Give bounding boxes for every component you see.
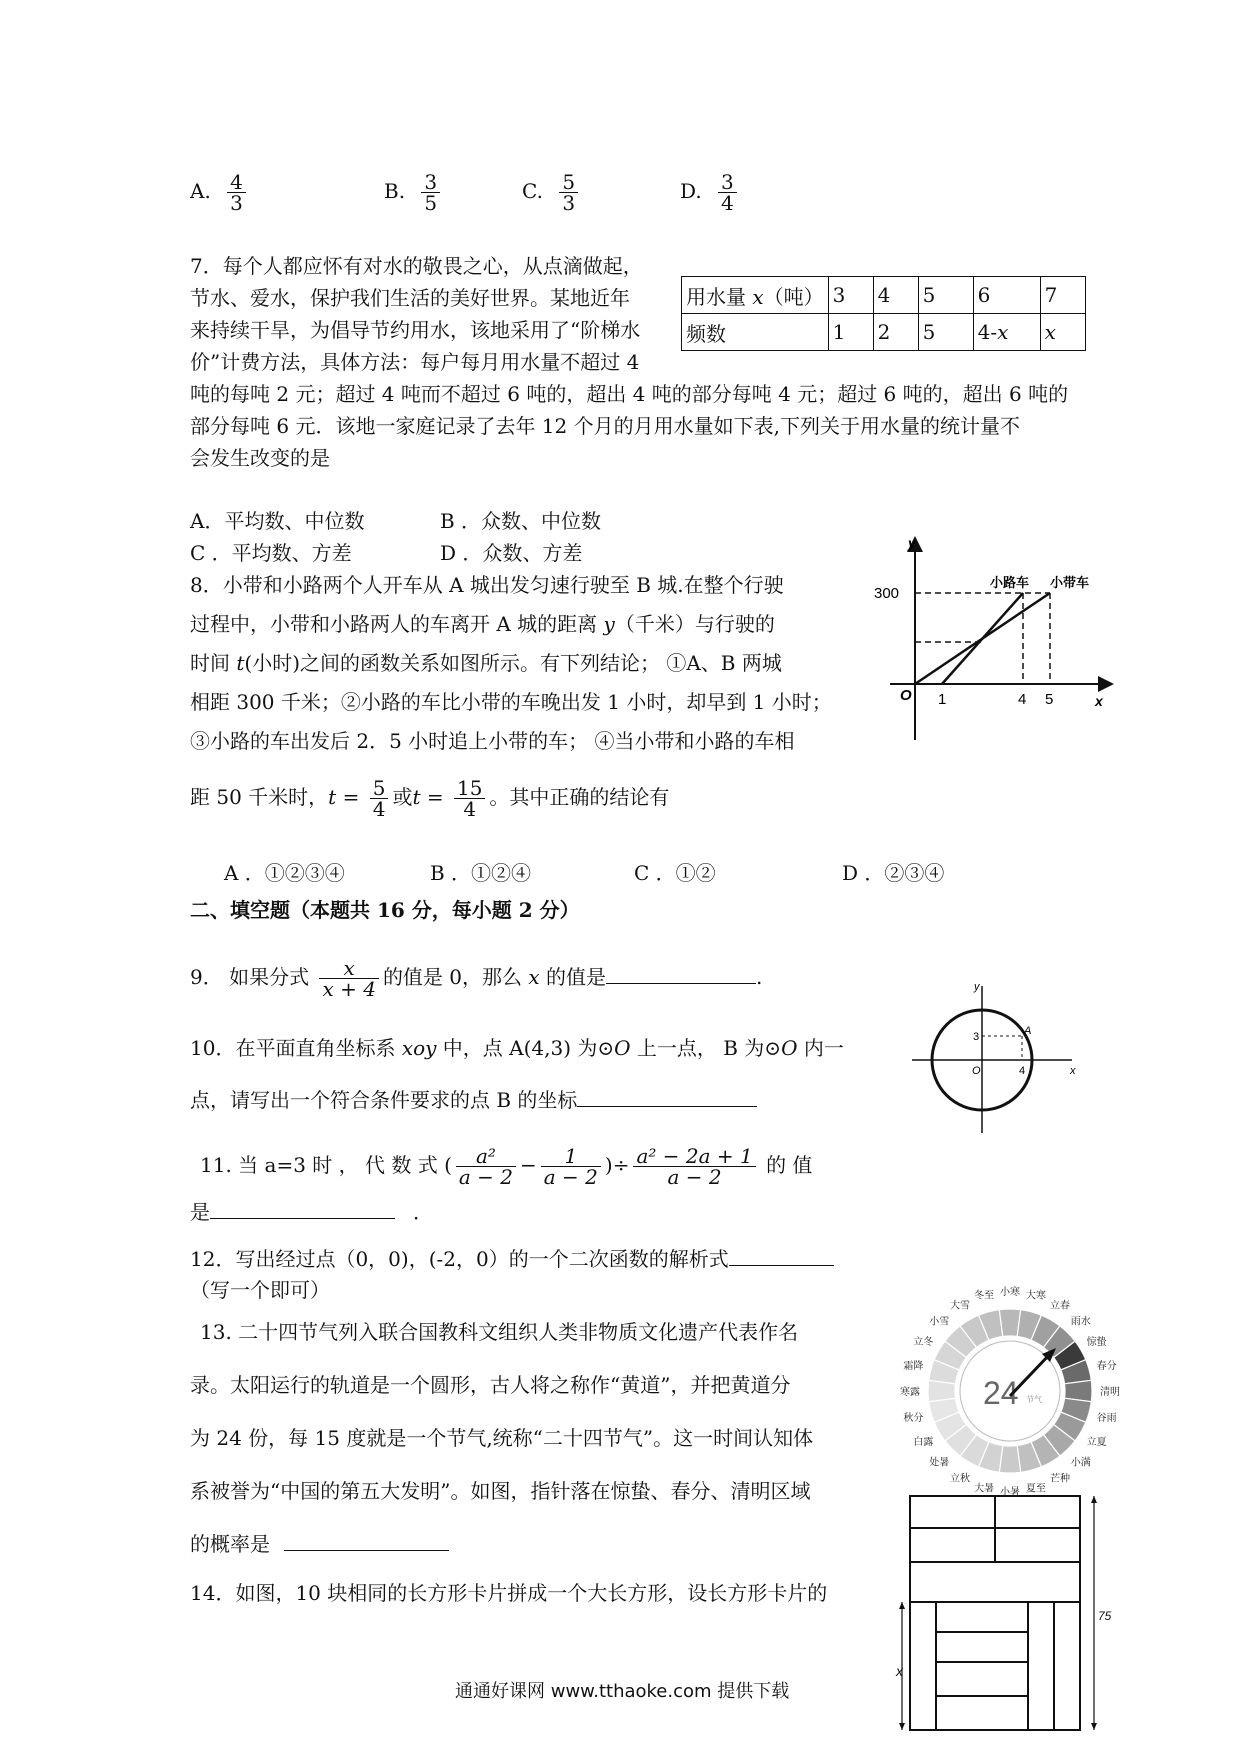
wheel-term-label: 大雪	[950, 1300, 970, 1312]
wheel-term-label: 大暑	[974, 1483, 995, 1495]
wheel-term-label: 芒种	[1050, 1473, 1070, 1485]
tick-label-1: 1	[938, 691, 947, 708]
q7-line: 价”计费方法，具体方法：每户每月用水量不超过 4	[190, 350, 640, 374]
wheel-term-label: 小寒	[1000, 1287, 1020, 1298]
table-cell: 2	[873, 314, 918, 351]
wheel-term-label: 冬至	[974, 1290, 995, 1302]
wheel-term-label: 夏至	[1025, 1483, 1046, 1495]
water-usage-table	[681, 276, 1086, 351]
q8-option-b: B ．①②④	[430, 861, 532, 885]
wheel-term-label: 立春	[1050, 1300, 1070, 1312]
q8-line: 距 50 千米时，t = $\frac{5}{4}$ 或t = $\frac{15}{4}$ 。其中正确的结论有	[190, 776, 670, 821]
q13-line: 为 24 份，每 15 度就是一个节气,统称“二十四节气”。这一时间认知体	[190, 1426, 814, 1450]
q8-line: ③小路的车出发后 2．5 小时追上小带的车； ④当小带和小路的车相	[190, 729, 795, 753]
q13-answer-blank[interactable]	[284, 1530, 449, 1551]
table-cell: 6	[973, 277, 1040, 314]
q7-option-b: B ．众数、中位数	[440, 509, 602, 533]
q10-answer-blank[interactable]	[577, 1086, 757, 1107]
q11-answer-blank[interactable]	[210, 1198, 395, 1219]
wheel-term-label: 小雪	[929, 1316, 950, 1328]
q8-line: 8．小带和小路两个人开车从 A 城出发匀速行驶至 B 城.在整个行驶	[190, 573, 784, 597]
q10-line: 点，请写出一个符合条件要求的点 B 的坐标	[190, 1086, 757, 1110]
wheel-term-label: 小暑	[1000, 1487, 1020, 1498]
wheel-term-label: 立秋	[950, 1473, 970, 1485]
q10-circle-graph	[912, 978, 1082, 1138]
xiaodai-label: 小带车	[1050, 575, 1090, 590]
section-title: 二、填空题（本题共 16 分，每小题 2 分）	[190, 898, 580, 922]
table-row	[682, 277, 1086, 314]
wheel-term-label: 白露	[913, 1437, 934, 1448]
table-cell: 4-x	[973, 314, 1040, 351]
dim-label-x: x	[896, 1663, 903, 1679]
wheel-term-label: 春分	[1096, 1361, 1117, 1373]
point-a-label: A	[1024, 1025, 1032, 1037]
wheel-term-label: 清明	[1100, 1387, 1120, 1398]
q7-option-c: C ．平均数、方差	[190, 541, 352, 565]
q7-line: 7．每个人都应怀有对水的敬畏之心，从点滴做起，	[190, 254, 643, 278]
q12-line: （写一个即可）	[190, 1278, 330, 1302]
table-cell: 7	[1040, 277, 1085, 314]
q7-option-a: A．平均数、中位数	[190, 509, 365, 533]
page-footer: 通通好课网 www.tthaoke.com 提供下载	[455, 1681, 790, 1702]
table-header-cell: 用水量 x（吨）	[682, 277, 829, 314]
xiaolu-line	[942, 593, 1023, 684]
q9-answer-blank[interactable]	[606, 963, 756, 984]
wheel-term-label: 谷雨	[1096, 1412, 1117, 1424]
q14-line: 14．如图，10 块相同的长方形卡片拼成一个大长方形，设长方形卡片的	[190, 1581, 828, 1605]
table-cell: 1	[828, 314, 873, 351]
wheel-term-label: 立夏	[1086, 1437, 1107, 1448]
q7-option-d: D ．众数、方差	[440, 541, 583, 565]
y-axis-label: y	[974, 981, 980, 993]
x-axis-label: x	[1070, 1065, 1076, 1077]
q8-option-c: C ．①②	[634, 861, 716, 885]
q13-line: 系被誉为“中国的第五大发明”。如图，指针落在惊蛰、春分、清明区域	[190, 1479, 811, 1503]
table-cell: x	[1040, 314, 1085, 351]
q8-line: 时间 t(小时)之间的函数关系如图所示。有下列结论； ①A、B 两城	[190, 651, 782, 675]
wheel-center-number: 24	[983, 1375, 1019, 1411]
xiaolu-label: 小路车	[990, 575, 1030, 590]
tick-label-300: 300	[874, 585, 900, 602]
q6-option-a: A. $\frac{4}{3}$	[190, 172, 250, 213]
wheel-term-label: 处暑	[929, 1457, 950, 1469]
dim-label-75: 75	[1098, 1609, 1112, 1623]
q6-option-b: B. $\frac{3}{5}$	[384, 172, 444, 213]
table-cell: 5	[918, 314, 973, 351]
tick-label-5: 5	[1045, 691, 1054, 708]
question-9: 9． 如果分式 $\frac{x}{x + 4}$ 的值是 0，那么 x 的值是 .	[190, 956, 763, 1001]
q8-option-a: A ．①②③④	[224, 861, 345, 885]
tick-label-3: 3	[973, 1031, 980, 1043]
q13-line: 录。太阳运行的轨道是一个圆形，古人将之称作“黄道”，并把黄道分	[190, 1373, 791, 1397]
table-cell: 3	[828, 277, 873, 314]
wheel-term-label: 小满	[1070, 1457, 1091, 1469]
table-header-cell: 频数	[682, 314, 829, 351]
wheel-term-label: 立冬	[913, 1337, 934, 1348]
table-cell: 4	[873, 277, 918, 314]
y-axis-label: y	[908, 535, 916, 551]
q12-line: 12．写出经过点（0，0)，(-2，0）的一个二次函数的解析式	[190, 1245, 834, 1269]
q7-line: 吨的每吨 2 元；超过 4 吨而不超过 6 吨的，超出 4 吨的部分每吨 4 元；超过 6 吨的，超出 6 吨的	[190, 382, 1069, 406]
q8-line: 过程中，小带和小路两人的车离开 A 城的距离 y（千米）与行驶的	[190, 612, 775, 636]
q7-line: 部分每吨 6 元．该地一家庭记录了去年 12 个月的月用水量如下表,下列关于用水量的统计量不	[190, 414, 1020, 438]
q11-line: 11. 当 a=3 时 ， 代 数 式 ( $\frac{\text{a²}}{a - 2}$ − $\frac{1}{a - 2}$ )÷ $\frac{\text{a² − 2a + 1}}{a - 2}$ 的 值	[200, 1144, 813, 1189]
q7-line: 节水、爱水，保护我们生活的美好世界。某地近年	[190, 286, 630, 310]
q7-line: 会发生改变的是	[190, 446, 330, 470]
q12-answer-blank[interactable]	[729, 1245, 834, 1266]
wheel-term-label: 惊蛰	[1086, 1337, 1107, 1348]
x-axis-label: x	[1095, 693, 1103, 709]
table-row	[682, 314, 1086, 351]
origin-label: O	[900, 687, 912, 704]
q13-line: 13. 二十四节气列入联合国教科文组织人类非物质文化遗产代表作名	[200, 1320, 799, 1344]
q7-line: 来持续干旱，为倡导节约用水，该地采用了“阶梯水	[190, 318, 641, 342]
table-cell: 5	[918, 277, 973, 314]
q13-line: 的概率是	[190, 1530, 449, 1554]
wheel-term-label: 霜降	[903, 1361, 924, 1373]
wheel-term-label: 寒露	[900, 1387, 920, 1398]
tick-label-4: 4	[1018, 691, 1027, 708]
q8-distance-time-graph	[870, 530, 1120, 750]
q6-option-c: C. $\frac{5}{3}$	[522, 172, 582, 213]
q8-line: 相距 300 千米；②小路的车比小带的车晚出发 1 小时，却早到 1 小时；	[190, 690, 832, 714]
q11-line: 是 ．	[190, 1200, 433, 1224]
origin-label: O	[972, 1065, 981, 1077]
tick-label-4: 4	[1019, 1065, 1026, 1077]
q14-rectangle-figure	[896, 1490, 1110, 1734]
wheel-term-label: 雨水	[1070, 1316, 1091, 1328]
wheel-center-label: 节气	[1026, 1395, 1042, 1404]
q10-line: 10．在平面直角坐标系 xoy 中，点 A(4,3) 为⊙O 上一点， B 为⊙O 内一	[190, 1036, 844, 1060]
solar-terms-wheel	[890, 1268, 1130, 1508]
wheel-term-label: 秋分	[903, 1412, 924, 1424]
q6-option-d: D. $\frac{3}{4}$	[680, 172, 741, 213]
q8-option-d: D ．②③④	[842, 861, 945, 885]
wheel-term-label: 大寒	[1025, 1290, 1046, 1302]
